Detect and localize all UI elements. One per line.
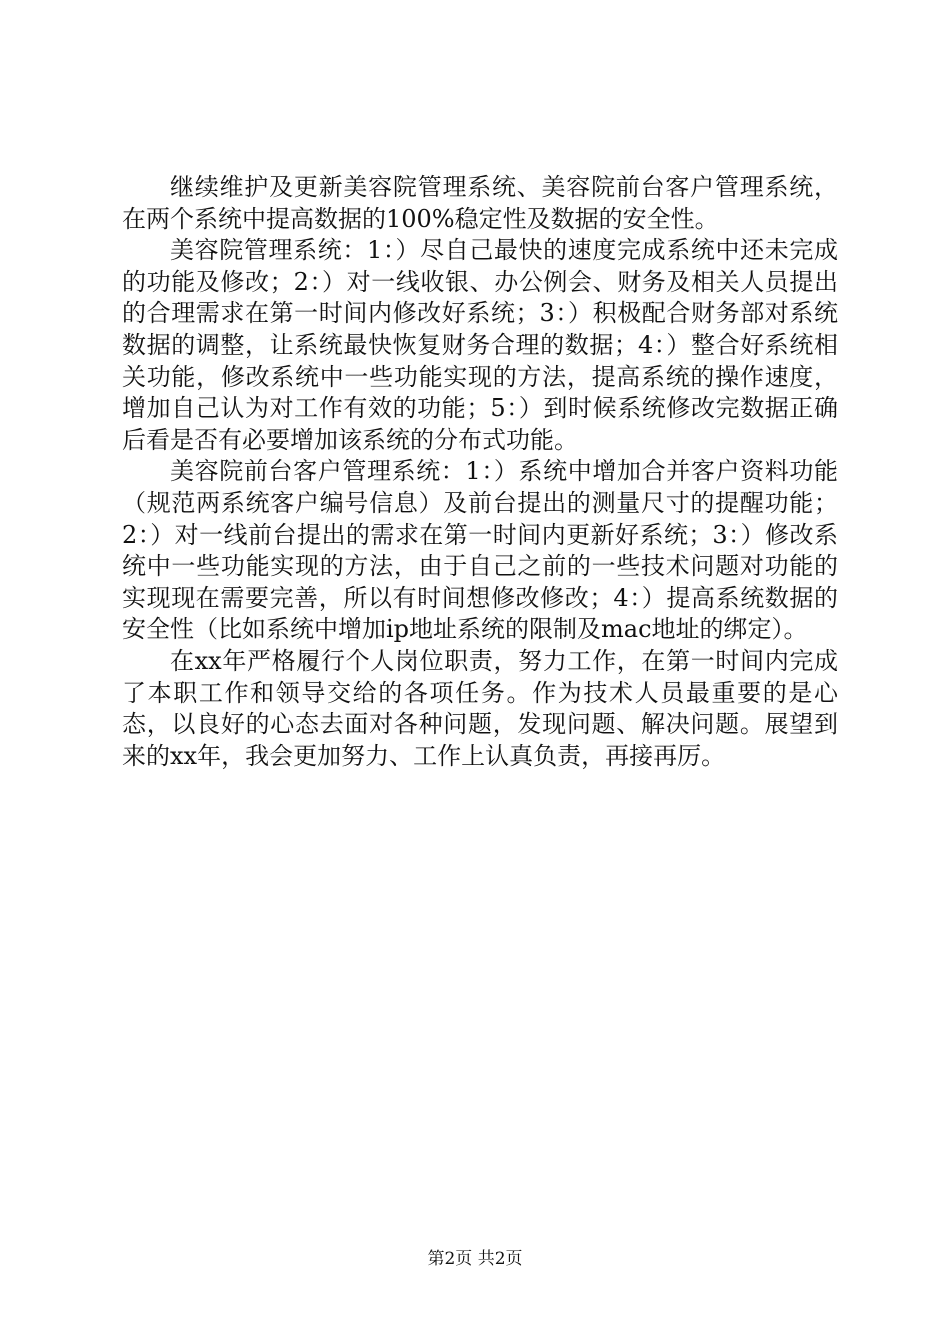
paragraph-maintenance: 继续维护及更新美容院管理系统、美容院前台客户管理系统，在两个系统中提高数据的100%稳定性及数据的安全性。: [122, 173, 838, 233]
paragraph-summary: 在xx年严格履行个人岗位职责，努力工作，在第一时间内完成了本职工作和领导交给的各项任务。作为技术人员最重要的是心态，以良好的心态去面对各种问题，发现问题、解决问题。展望到来的xx年，我会更加努力、工作上认真负责，再接再厉。: [122, 646, 838, 770]
paragraph-front-desk-system: 美容院前台客户管理系统：1：）系统中增加合并客户资料功能（规范两系统客户编号信息）及前台提出的测量尺寸的提醒功能；2：）对一线前台提出的需求在第一时间内更新好系统；3：）修改系统中一些功能实现的方法，由于自己之前的一些技术问题对功能的实现现在需要完善，所以有时间想修改修改；4：）提高系统数据的安全性（比如系统中增加ip地址系统的限制及mac地址的绑定）。: [122, 457, 838, 644]
page-number: 第2页 共2页: [427, 1249, 523, 1269]
document-body: [122, 172, 838, 772]
paragraph-management-system: 美容院管理系统：1：）尽自己最快的速度完成系统中还未完成的功能及修改；2：）对一线收银、办公例会、财务及相关人员提出的合理需求在第一时间内修改好系统；3：）积极配合财务部对系统数据的调整，让系统最快恢复财务合理的数据；4：）整合好系统相关功能，修改系统中一些功能实现的方法，提高系统的操作速度，增加自己认为对工作有效的功能；5：）到时候系统修改完数据正确后看是否有必要增加该系统的分布式功能。: [122, 236, 838, 454]
